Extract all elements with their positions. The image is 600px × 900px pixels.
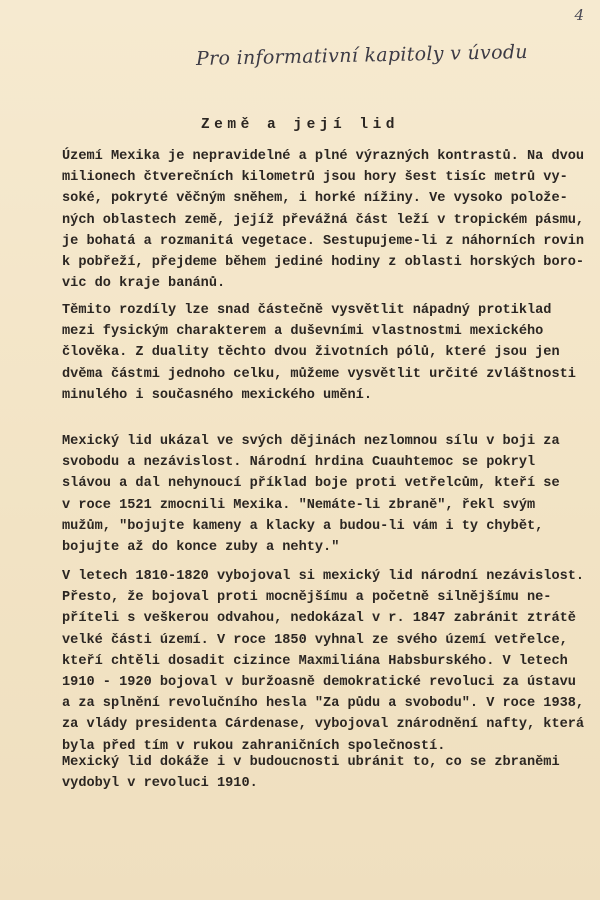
text-line: kteří chtěli dosadit cizince Maxmiliána Habsburského. V letech	[62, 653, 568, 669]
text-line: k pobřeží, přejdeme během jediné hodiny z oblasti horských boro-	[62, 255, 585, 271]
text-line: velké části území. V roce 1850 vyhnal ze svého území vetřelce,	[62, 632, 568, 648]
text-line: soké, pokryté věčným sněhem, i horké nížiny. Ve vysoko polože-	[62, 191, 568, 207]
paragraph-2	[62, 300, 587, 406]
text-line: Mexický lid dokáže i v budoucnosti ubránit to, co se zbraněmi	[62, 755, 560, 770]
text-line: Těmito rozdíly lze snad částečně vysvětlit nápadný protiklad	[62, 303, 552, 318]
handwritten-note: Pro informativní kapitoly v úvodu	[195, 41, 529, 70]
page-number: 4	[574, 6, 584, 24]
text-line: slávou a dal nehynoucí příklad boje proti vetřelcům, kteří se	[62, 476, 560, 492]
text-line: mezi fysickým charakterem a duševními vlastnostmi mexického	[62, 324, 544, 340]
text-line: minulého i současného mexického umění.	[62, 387, 372, 403]
text-line: mužům, "bojujte kameny a klacky a budou-li vám i ty chybět,	[62, 518, 544, 534]
text-line: ných oblastech země, jejíž převážná část leží v tropickém pásmu,	[62, 212, 585, 228]
paragraph-5	[62, 752, 587, 794]
page-title: Země a její lid	[200, 117, 400, 133]
text-line: milionech čtverečních kilometrů jsou hory šest tisíc metrů vy-	[62, 170, 568, 186]
text-line: 1910 - 1920 bojoval v buržoasně demokratické revoluci za ústavu	[62, 675, 576, 691]
text-line: svobodu a nezávislost. Národní hrdina Cuauhtemoc se pokryl	[62, 455, 536, 471]
text-line: V letech 1810-1820 vybojoval si mexický lid národní nezávislost.	[62, 569, 585, 584]
text-line: vic do kraje banánů.	[62, 276, 226, 292]
text-line: Území Mexika je nepravidelné a plné výrazných kontrastů. Na dvou	[62, 149, 585, 164]
text-line: byla před tím v rukou zahraničních společností.	[62, 738, 446, 754]
paragraph-3	[62, 431, 587, 558]
text-line: Přesto, že bojoval proti mocnějšímu a početně silnějšímu ne-	[62, 590, 552, 606]
text-line: je bohatá a rozmanitá vegetace. Sestupujeme-li z náhorních rovin	[62, 233, 585, 249]
text-line: a za splnění revolučního hesla "Za půdu a svobodu". V roce 1938,	[62, 696, 585, 712]
text-line: Mexický lid ukázal ve svých dějinách nezlomnou sílu v boji za	[62, 434, 560, 449]
text-line: člověka. Z duality těchto dvou životních pólů, které jsou jen	[62, 345, 560, 361]
paragraph-1	[62, 146, 587, 294]
paragraph-4	[62, 566, 587, 757]
text-line: bojujte až do konce zuby a nehty."	[62, 540, 340, 556]
text-line: vydobyl v revoluci 1910.	[62, 776, 258, 792]
text-line: příteli s veškerou odvahou, nedokázal v r. 1847 zabránit ztrátě	[62, 611, 576, 627]
text-line: dvěma částmi jednoho celku, můžeme vysvětlit určité zvláštnosti	[62, 366, 576, 382]
text-line: v roce 1521 zmocnili Mexika. "Nemáte-li zbraně", řekl svým	[62, 497, 536, 513]
text-line: za vlády presidenta Cárdenase, vybojoval znárodnění nafty, která	[62, 717, 585, 733]
